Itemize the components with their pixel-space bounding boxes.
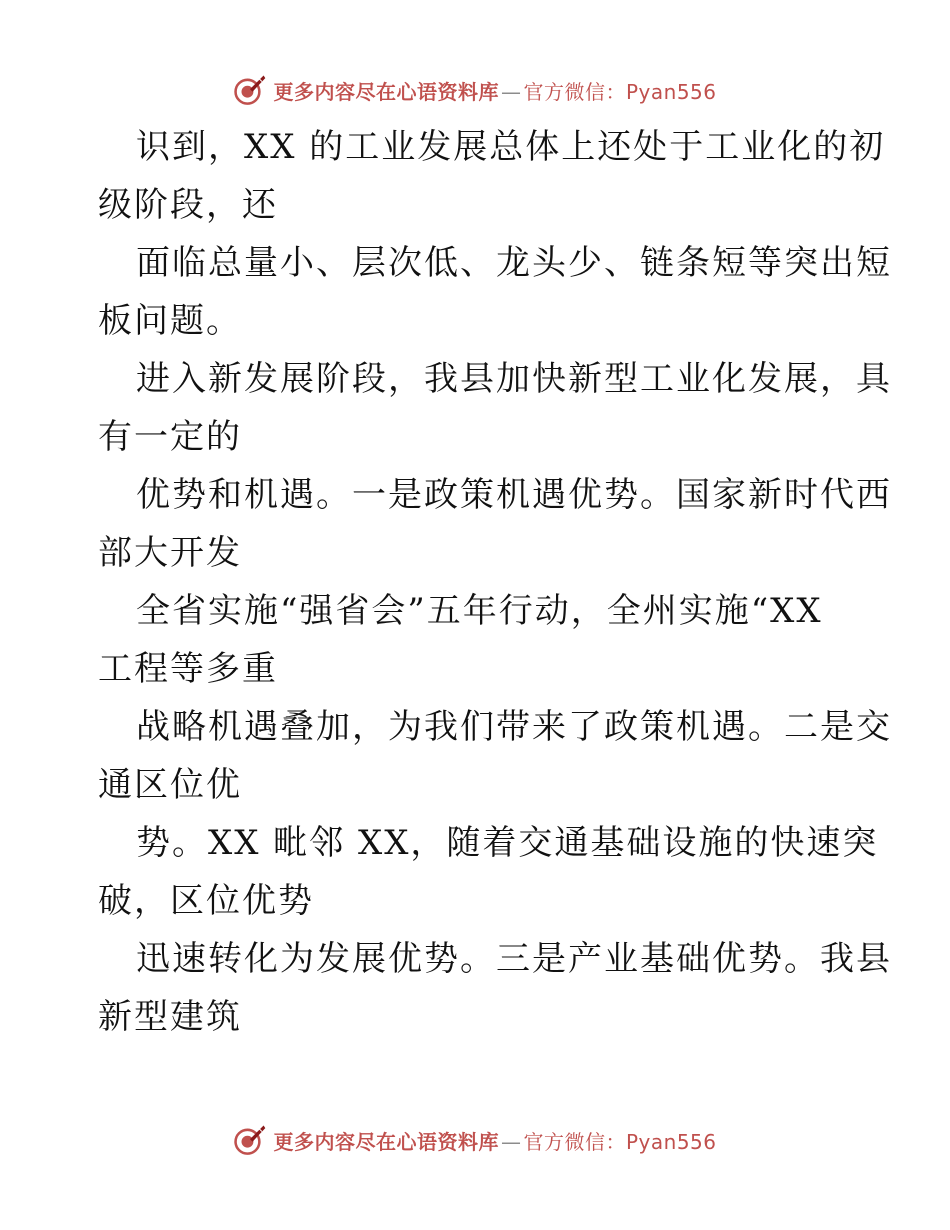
- watermark-wechat-id: Pyan556: [625, 79, 717, 104]
- text-line-10: 工程等多重: [98, 649, 278, 689]
- text-line-12: 通区位优: [98, 765, 242, 805]
- text-line-14: 破，区位优势: [98, 881, 314, 921]
- document-body: [98, 118, 892, 1046]
- watermark-separator: —: [500, 79, 522, 104]
- watermark-text: [273, 1126, 716, 1155]
- quill-seal-icon: [233, 1123, 267, 1157]
- text-line-15: 迅速转化为发展优势。三是产业基础优势。我县: [136, 939, 892, 979]
- text-line-16: 新型建筑: [98, 997, 242, 1037]
- text-line-2: 级阶段，还: [98, 185, 278, 225]
- footer-watermark: [0, 1120, 950, 1160]
- watermark-wechat-label: 官方微信：: [523, 1129, 626, 1154]
- watermark-text: [273, 76, 716, 105]
- quill-seal-icon: [233, 73, 267, 107]
- watermark-separator: —: [500, 1129, 522, 1154]
- watermark-brand: 更多内容尽在心语资料库: [273, 1129, 499, 1154]
- watermark-wechat-id: Pyan556: [625, 1129, 717, 1154]
- text-line-8: 部大开发: [98, 533, 242, 573]
- text-line-4: 板问题。: [98, 301, 242, 341]
- watermark-wechat-label: 官方微信：: [523, 79, 626, 104]
- text-line-3: 面临总量小、层次低、龙头少、链条短等突出短: [136, 243, 892, 283]
- text-line-1: 识到，XX 的工业发展总体上还处于工业化的初: [136, 127, 886, 167]
- text-line-9: 全省实施“强省会”五年行动，全州实施“XX: [136, 591, 823, 631]
- text-line-13: 势。XX 毗邻 XX，随着交通基础设施的快速突: [136, 823, 879, 863]
- watermark-brand: 更多内容尽在心语资料库: [273, 79, 499, 104]
- text-line-5: 进入新发展阶段，我县加快新型工业化发展，具: [136, 359, 892, 399]
- text-line-6: 有一定的: [98, 417, 242, 457]
- text-line-11: 战略机遇叠加，为我们带来了政策机遇。二是交: [136, 707, 892, 747]
- header-watermark: [0, 70, 950, 110]
- text-line-7: 优势和机遇。一是政策机遇优势。国家新时代西: [136, 475, 892, 515]
